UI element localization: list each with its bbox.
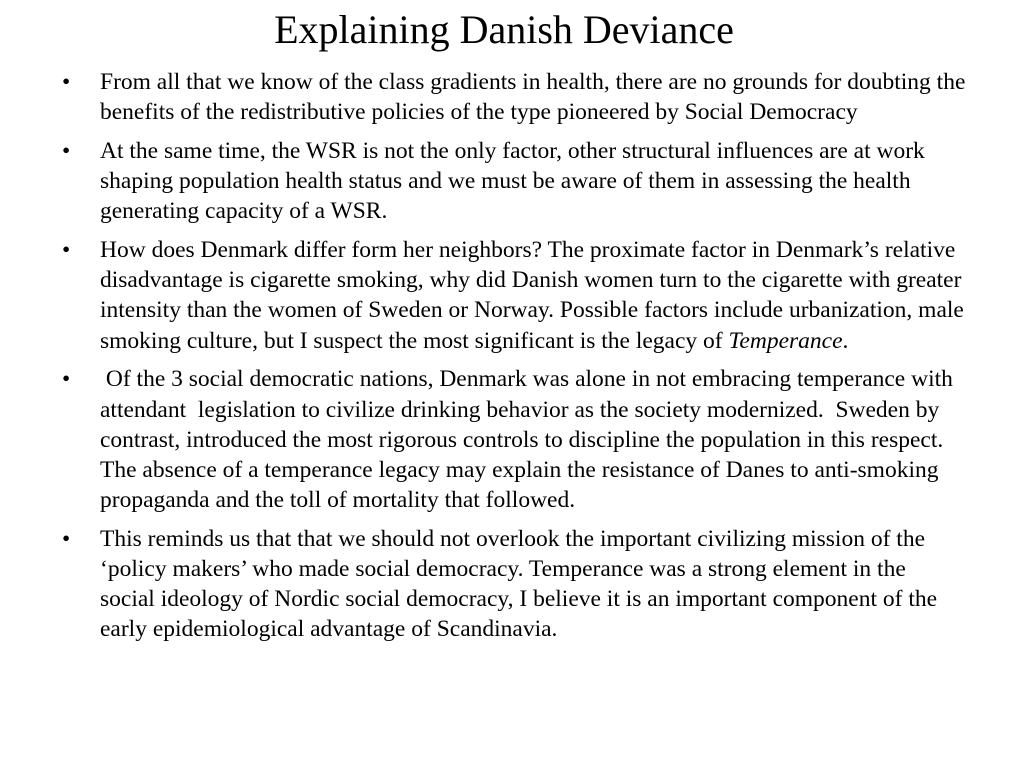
bullet-dot-icon: • — [62, 525, 71, 552]
bullet-text-main: How does Denmark differ form her neighbors? The proximate factor in Denmark’s relative disadvantage is cigarette smoking, why did Danish women turn to the cigarette with greater intensity than the women of Sweden or Norway. Possible factors include urbanization, male smoking culture, but I suspect the most significant is the legacy of — [100, 237, 964, 354]
bullet-dot-icon: • — [62, 237, 71, 264]
bullet-text: At the same time, the WSR is not the only factor, other structural influences are at work shaping population health status and we must be aware of them in assessing the health generating capacity of a WSR. — [100, 137, 925, 225]
emphasis-temperance: Temperance — [728, 327, 843, 354]
bullet-text: From all that we know of the class gradients in health, there are no grounds for doubting the benefits of the redistributive policies of the type pioneered by Social Democracy — [100, 69, 966, 126]
bullet-dot-icon: • — [62, 366, 71, 393]
bullet-item — [0, 136, 1024, 227]
bullet-item — [0, 524, 1024, 645]
bullet-list — [0, 67, 1024, 653]
bullet-item — [0, 235, 1024, 356]
bullet-text — [100, 237, 964, 354]
bullet-text-tail: . — [842, 327, 849, 354]
bullet-dot-icon: • — [62, 69, 71, 95]
bullet-text: This reminds us that that we should not overlook the important civilizing mission of the ‘policy makers’ who made social democracy. Temperance was a strong element in the social ideology of Nordic social democracy, I believe it is an important component of the early epidemiological advantage of Scandinavia. — [100, 525, 938, 643]
slide-title: Explaining Danish Deviance — [274, 7, 734, 52]
bullet-dot-icon: • — [62, 137, 71, 164]
bullet-item — [0, 67, 1024, 127]
bullet-text: Of the 3 social democratic nations, Denmark was alone in not embracing temperance with attendant legislation to civilize drinking behavior as the society modernized. Sweden by contrast, introduced the most rigorous controls to discipline the population in this respect. The absence of a temperance legacy may explain the resistance of Danes to anti-smoking propaganda and the toll of mortality that followed. — [100, 366, 959, 514]
bullet-item — [0, 364, 1024, 515]
